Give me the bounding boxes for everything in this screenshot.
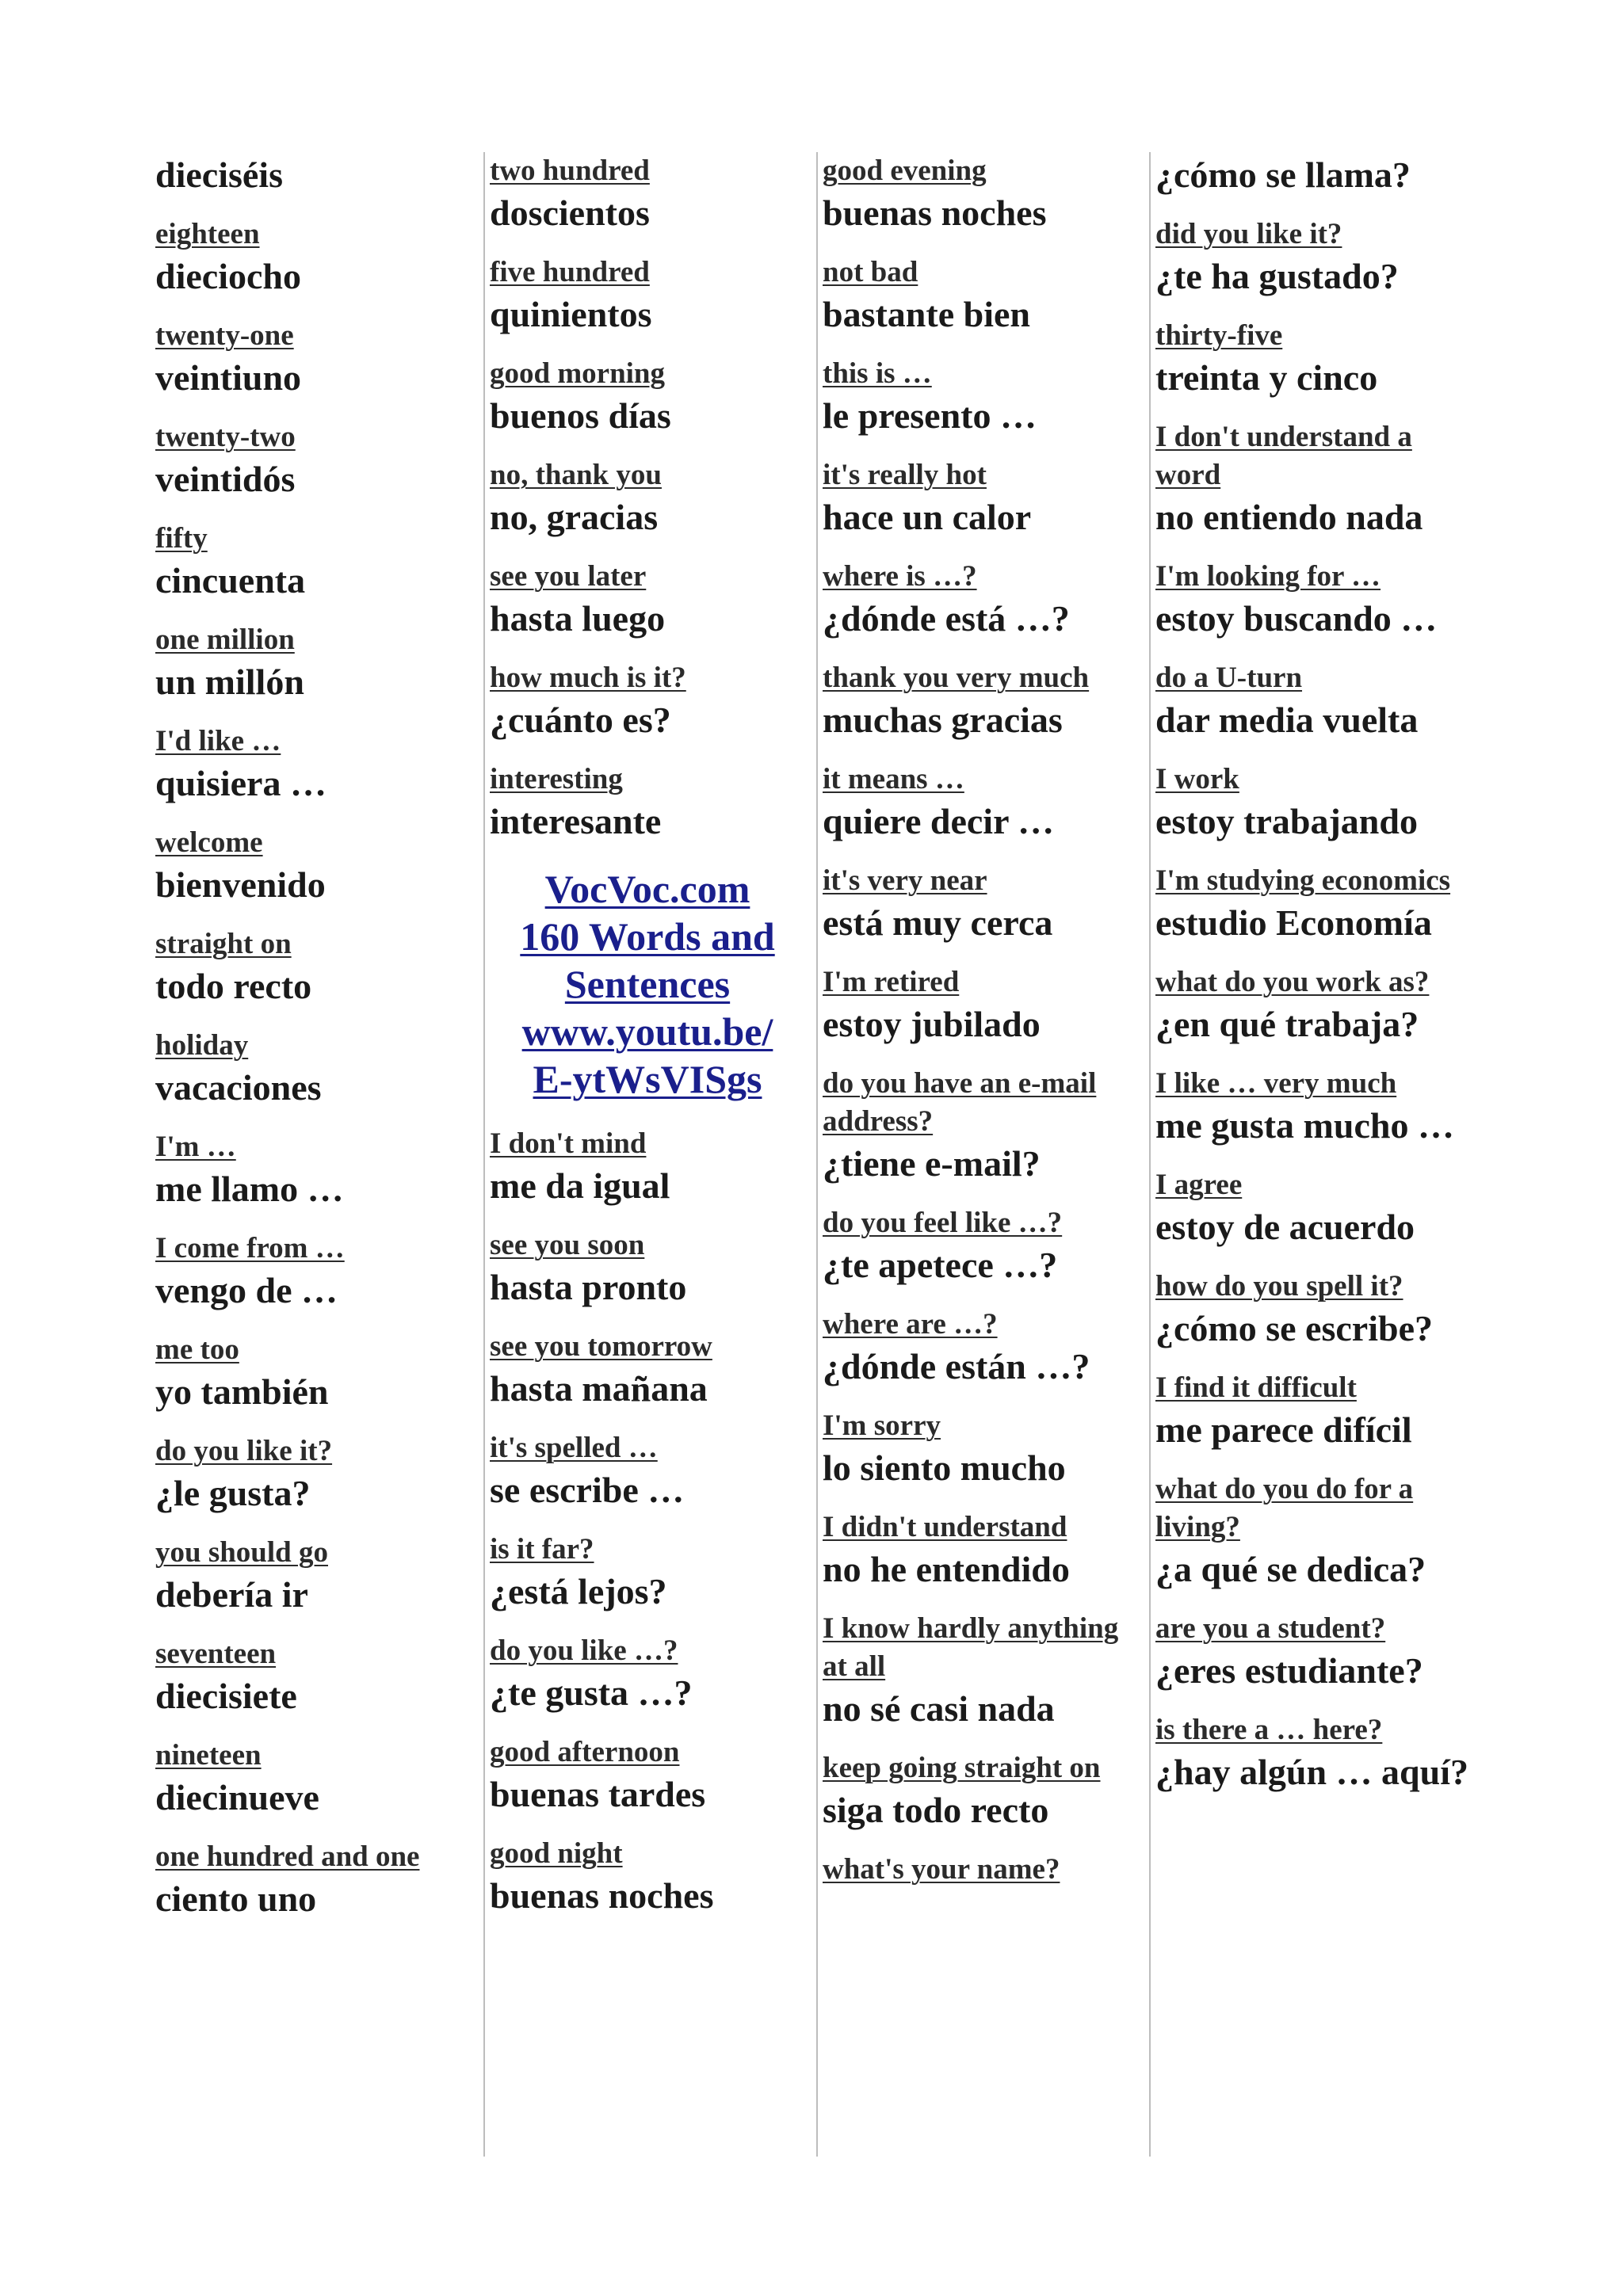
- vocab-entry: [823, 1306, 1149, 1390]
- vocab-entry: [490, 1531, 816, 1615]
- spanish-phrase: ¿cómo se escribe?: [1155, 1308, 1433, 1348]
- vocab-entry: [823, 862, 1149, 946]
- entry-list: [823, 152, 1149, 1833]
- english-phrase: eighteen: [155, 218, 260, 250]
- vocab-entry: [490, 254, 816, 338]
- vocab-entry: [155, 418, 483, 502]
- english-phrase: where is …?: [823, 560, 977, 593]
- english-phrase: thank you very much: [823, 662, 1090, 694]
- vocab-entry: [155, 1737, 483, 1821]
- english-phrase: one million: [155, 624, 295, 656]
- english-phrase: straight on: [155, 928, 292, 960]
- entry-list: [490, 1125, 816, 1919]
- english-phrase: is there a … here?: [1155, 1714, 1383, 1746]
- spanish-phrase: buenas tardes: [490, 1774, 706, 1814]
- vocab-entry: [823, 1508, 1149, 1592]
- english-phrase: what's your name?: [823, 1853, 1060, 1886]
- english-phrase: I didn't understand: [823, 1511, 1067, 1543]
- spanish-phrase: estudio Economía: [1155, 902, 1432, 943]
- english-phrase: see you soon: [490, 1229, 645, 1261]
- spanish-phrase: me da igual: [490, 1165, 670, 1206]
- spanish-phrase: ¿cómo se llama?: [1155, 154, 1411, 195]
- spanish-phrase: ¿dónde están …?: [823, 1346, 1090, 1386]
- spanish-phrase: quinientos: [490, 294, 652, 334]
- english-phrase: what do you work as?: [1155, 966, 1430, 998]
- spanish-phrase: ¿tiene e-mail?: [823, 1143, 1041, 1184]
- vocab-entry: [155, 1432, 483, 1516]
- vocab-entry: [823, 456, 1149, 540]
- spanish-phrase: ¿en qué trabaja?: [1155, 1004, 1419, 1044]
- promo-link-site[interactable]: VocVoc.com: [544, 867, 750, 911]
- vocab-entry: [490, 1429, 816, 1513]
- spanish-phrase: yo también: [155, 1371, 329, 1412]
- spanish-phrase: debería ir: [155, 1574, 308, 1615]
- english-phrase: is it far?: [490, 1533, 594, 1566]
- english-phrase: no, thank you: [490, 459, 662, 491]
- english-phrase: do you like …?: [490, 1634, 678, 1667]
- spanish-phrase: estoy trabajando: [1155, 801, 1418, 841]
- spanish-phrase: ¿está lejos?: [490, 1571, 667, 1611]
- spanish-phrase: buenas noches: [490, 1875, 714, 1916]
- spanish-phrase: veintidós: [155, 459, 296, 499]
- english-phrase: good evening: [823, 154, 987, 187]
- spanish-phrase: vengo de …: [155, 1270, 338, 1310]
- english-phrase: twenty-two: [155, 421, 296, 453]
- vocab-entry: [1155, 1268, 1482, 1352]
- vocab-entry: [1155, 963, 1482, 1047]
- vocab-entry: [823, 1749, 1149, 1833]
- english-phrase: twenty-one: [155, 319, 294, 352]
- vocab-entry: [490, 1835, 816, 1919]
- vocab-entry: [155, 1838, 483, 1922]
- english-phrase: me too: [155, 1333, 239, 1366]
- english-phrase: do you have an e-mail address?: [823, 1067, 1097, 1138]
- spanish-phrase: hace un calor: [823, 497, 1032, 537]
- english-phrase: do you like it?: [155, 1435, 333, 1467]
- vocab-entry: [490, 761, 816, 845]
- spanish-phrase: ¿a qué se dedica?: [1155, 1549, 1426, 1589]
- vocab-entry: [823, 1204, 1149, 1288]
- english-phrase: this is …: [823, 357, 932, 390]
- english-phrase: I agree: [1155, 1169, 1243, 1201]
- spanish-phrase: quisiera …: [155, 763, 327, 803]
- spanish-phrase: treinta y cinco: [1155, 357, 1378, 398]
- vocab-entry: [155, 1331, 483, 1415]
- spanish-phrase: no he entendido: [823, 1549, 1070, 1589]
- english-phrase: I'm retired: [823, 966, 960, 998]
- spanish-phrase: dieciocho: [155, 256, 301, 296]
- vocab-entry: [155, 1534, 483, 1618]
- vocab-entry: [1155, 1610, 1482, 1694]
- spanish-phrase: le presento …: [823, 395, 1037, 436]
- english-phrase: do you feel like …?: [823, 1207, 1063, 1239]
- english-phrase: how do you spell it?: [1155, 1270, 1403, 1302]
- promo-link-url[interactable]: www.youtu.be/: [521, 1009, 773, 1054]
- english-phrase: did you like it?: [1155, 218, 1342, 250]
- english-phrase: see you tomorrow: [490, 1330, 712, 1363]
- english-phrase: welcome: [155, 826, 263, 859]
- vocab-entry: [155, 215, 483, 299]
- column-4: [1149, 152, 1482, 2157]
- vocab-entry: [490, 456, 816, 540]
- english-phrase: I'm …: [155, 1131, 236, 1163]
- entry-list: [490, 152, 816, 845]
- spanish-phrase: diecisiete: [155, 1676, 297, 1716]
- english-phrase: two hundred: [490, 154, 650, 187]
- spanish-phrase: ¿cuánto es?: [490, 700, 671, 740]
- english-phrase: it's very near: [823, 864, 987, 897]
- spanish-phrase: me parece difícil: [1155, 1409, 1412, 1450]
- spanish-phrase: no, gracias: [490, 497, 659, 537]
- english-phrase: I'm looking for …: [1155, 560, 1381, 593]
- english-phrase: thirty-five: [1155, 319, 1283, 352]
- vocab-entry: [490, 152, 816, 236]
- vocab-entry: [155, 1635, 483, 1719]
- english-phrase: I come from …: [155, 1232, 345, 1264]
- english-phrase: what do you do for a living?: [1155, 1473, 1414, 1543]
- spanish-phrase: estoy de acuerdo: [1155, 1207, 1415, 1247]
- english-phrase: fifty: [155, 522, 208, 555]
- english-phrase: where are …?: [823, 1308, 998, 1341]
- vocab-entry: [823, 152, 1149, 236]
- english-phrase: it's really hot: [823, 459, 987, 491]
- vocab-entry: [1155, 1065, 1482, 1149]
- column-1: [155, 152, 483, 2157]
- spanish-phrase: dieciséis: [155, 154, 283, 195]
- english-phrase: I don't mind: [490, 1127, 647, 1160]
- vocab-entry: [823, 1065, 1149, 1187]
- vocab-entry: [490, 1125, 816, 1209]
- english-phrase: I'd like …: [155, 725, 281, 757]
- english-phrase: good morning: [490, 357, 666, 390]
- entry-list: [155, 215, 483, 1922]
- vocab-entry: [155, 317, 483, 401]
- spanish-phrase: doscientos: [490, 193, 650, 233]
- spanish-phrase: ¿te ha gustado?: [1155, 256, 1399, 296]
- vocab-entry: [823, 1407, 1149, 1491]
- vocab-entry: [155, 520, 483, 604]
- vocab-entry: [490, 1328, 816, 1412]
- spanish-phrase: ¿dónde está …?: [823, 598, 1070, 639]
- vocab-entry: [490, 558, 816, 642]
- vocab-entry: [155, 1230, 483, 1314]
- spanish-phrase: cincuenta: [155, 560, 306, 601]
- spanish-phrase: bienvenido: [155, 864, 326, 905]
- spanish-phrase: ciento uno: [155, 1878, 317, 1919]
- promo-link-title[interactable]: 160 Words and: [520, 914, 775, 959]
- spanish-phrase: está muy cerca: [823, 902, 1053, 943]
- spanish-phrase: buenas noches: [823, 193, 1047, 233]
- english-phrase: keep going straight on: [823, 1752, 1101, 1784]
- spanish-phrase: siga todo recto: [823, 1790, 1049, 1830]
- vocab-entry: [823, 963, 1149, 1047]
- spanish-phrase: ¿le gusta?: [155, 1473, 311, 1513]
- promo-block: [490, 865, 816, 1103]
- vocab-entry: [823, 761, 1149, 845]
- spanish-phrase: diecinueve: [155, 1777, 319, 1817]
- spanish-phrase: quiere decir …: [823, 801, 1055, 841]
- vocab-entry: [490, 1733, 816, 1817]
- spanish-phrase: buenos días: [490, 395, 671, 436]
- english-phrase: I work: [1155, 763, 1239, 795]
- vocab-entry: [155, 1027, 483, 1111]
- english-phrase: holiday: [155, 1029, 249, 1062]
- column-3: [816, 152, 1149, 2157]
- vocab-entry: [1155, 1369, 1482, 1453]
- spanish-phrase: muchas gracias: [823, 700, 1063, 740]
- spanish-phrase: hasta mañana: [490, 1368, 708, 1409]
- vocab-entry: [1155, 1711, 1482, 1795]
- spanish-phrase: ¿hay algún … aquí?: [1155, 1752, 1468, 1792]
- english-phrase: I like … very much: [1155, 1067, 1397, 1100]
- spanish-phrase: se escribe …: [490, 1470, 685, 1510]
- spanish-phrase: interesante: [490, 801, 662, 841]
- vocab-entry: [155, 723, 483, 807]
- english-phrase: how much is it?: [490, 662, 686, 694]
- vocab-entry: [1155, 659, 1482, 743]
- vocab-entry: [1155, 215, 1482, 299]
- spanish-phrase: lo siento mucho: [823, 1447, 1066, 1488]
- spanish-phrase: dar media vuelta: [1155, 700, 1419, 740]
- english-phrase: I find it difficult: [1155, 1371, 1357, 1404]
- english-phrase: not bad: [823, 256, 918, 288]
- vocab-entry: [490, 659, 816, 743]
- spanish-phrase: vacaciones: [155, 1067, 322, 1108]
- vocab-entry: [155, 621, 483, 705]
- spanish-phrase: me gusta mucho …: [1155, 1105, 1454, 1146]
- spanish-phrase: un millón: [155, 662, 304, 702]
- promo-link-url-2[interactable]: E-ytWsVISgs: [533, 1057, 762, 1101]
- spanish-phrase: ¿te apetece …?: [823, 1245, 1058, 1285]
- spanish-phrase: no entiendo nada: [1155, 497, 1423, 537]
- vocab-entry: [823, 355, 1149, 439]
- spanish-phrase: hasta luego: [490, 598, 666, 639]
- promo-link-title-2[interactable]: Sentences: [564, 962, 731, 1006]
- english-phrase: you should go: [155, 1536, 328, 1569]
- spanish-phrase: hasta pronto: [490, 1267, 687, 1307]
- english-phrase: seventeen: [155, 1638, 277, 1670]
- english-phrase: I'm sorry: [823, 1409, 941, 1442]
- english-phrase: it means …: [823, 763, 964, 795]
- vocab-entry: [1155, 761, 1482, 845]
- vocab-entry: [1155, 1470, 1482, 1592]
- english-phrase: it's spelled …: [490, 1432, 658, 1464]
- spanish-phrase: todo recto: [155, 966, 312, 1006]
- english-phrase: I'm studying economics: [1155, 864, 1451, 897]
- spanish-phrase: ¿eres estudiante?: [1155, 1650, 1423, 1691]
- vocab-entry: [155, 1128, 483, 1212]
- spanish-phrase: bastante bien: [823, 294, 1030, 334]
- spanish-phrase: estoy buscando …: [1155, 598, 1438, 639]
- vocab-entry: [1155, 862, 1482, 946]
- english-phrase: I don't understand a word: [1155, 421, 1412, 491]
- vocab-entry: [823, 254, 1149, 338]
- english-phrase: one hundred and one: [155, 1840, 420, 1873]
- english-phrase: five hundred: [490, 256, 650, 288]
- vocab-entry: [490, 1632, 816, 1716]
- spanish-phrase: no sé casi nada: [823, 1688, 1055, 1729]
- english-phrase: are you a student?: [1155, 1612, 1386, 1645]
- vocab-entry: [1155, 558, 1482, 642]
- vocab-entry: [823, 1610, 1149, 1732]
- english-phrase: I know hardly anything at all: [823, 1612, 1119, 1683]
- vocab-entry: [1155, 418, 1482, 540]
- english-phrase: interesting: [490, 763, 623, 795]
- english-phrase: good night: [490, 1837, 623, 1870]
- english-phrase: see you later: [490, 560, 647, 593]
- vocab-entry: [155, 824, 483, 908]
- spanish-phrase: me llamo …: [155, 1169, 344, 1209]
- spanish-phrase: veintiuno: [155, 357, 302, 398]
- spanish-phrase: ¿te gusta …?: [490, 1672, 693, 1713]
- vocab-entry: [490, 355, 816, 439]
- vocab-entry: [1155, 317, 1482, 401]
- entry-list: [1155, 215, 1482, 1795]
- spanish-phrase: estoy jubilado: [823, 1004, 1041, 1044]
- vocab-entry: [1155, 1166, 1482, 1250]
- english-phrase: nineteen: [155, 1739, 262, 1772]
- vocab-entry: [490, 1226, 816, 1310]
- vocab-entry: [823, 558, 1149, 642]
- column-2: [483, 152, 816, 2157]
- english-phrase: do a U-turn: [1155, 662, 1303, 694]
- vocab-entry: [155, 925, 483, 1009]
- vocab-entry: [823, 659, 1149, 743]
- english-phrase: good afternoon: [490, 1736, 680, 1768]
